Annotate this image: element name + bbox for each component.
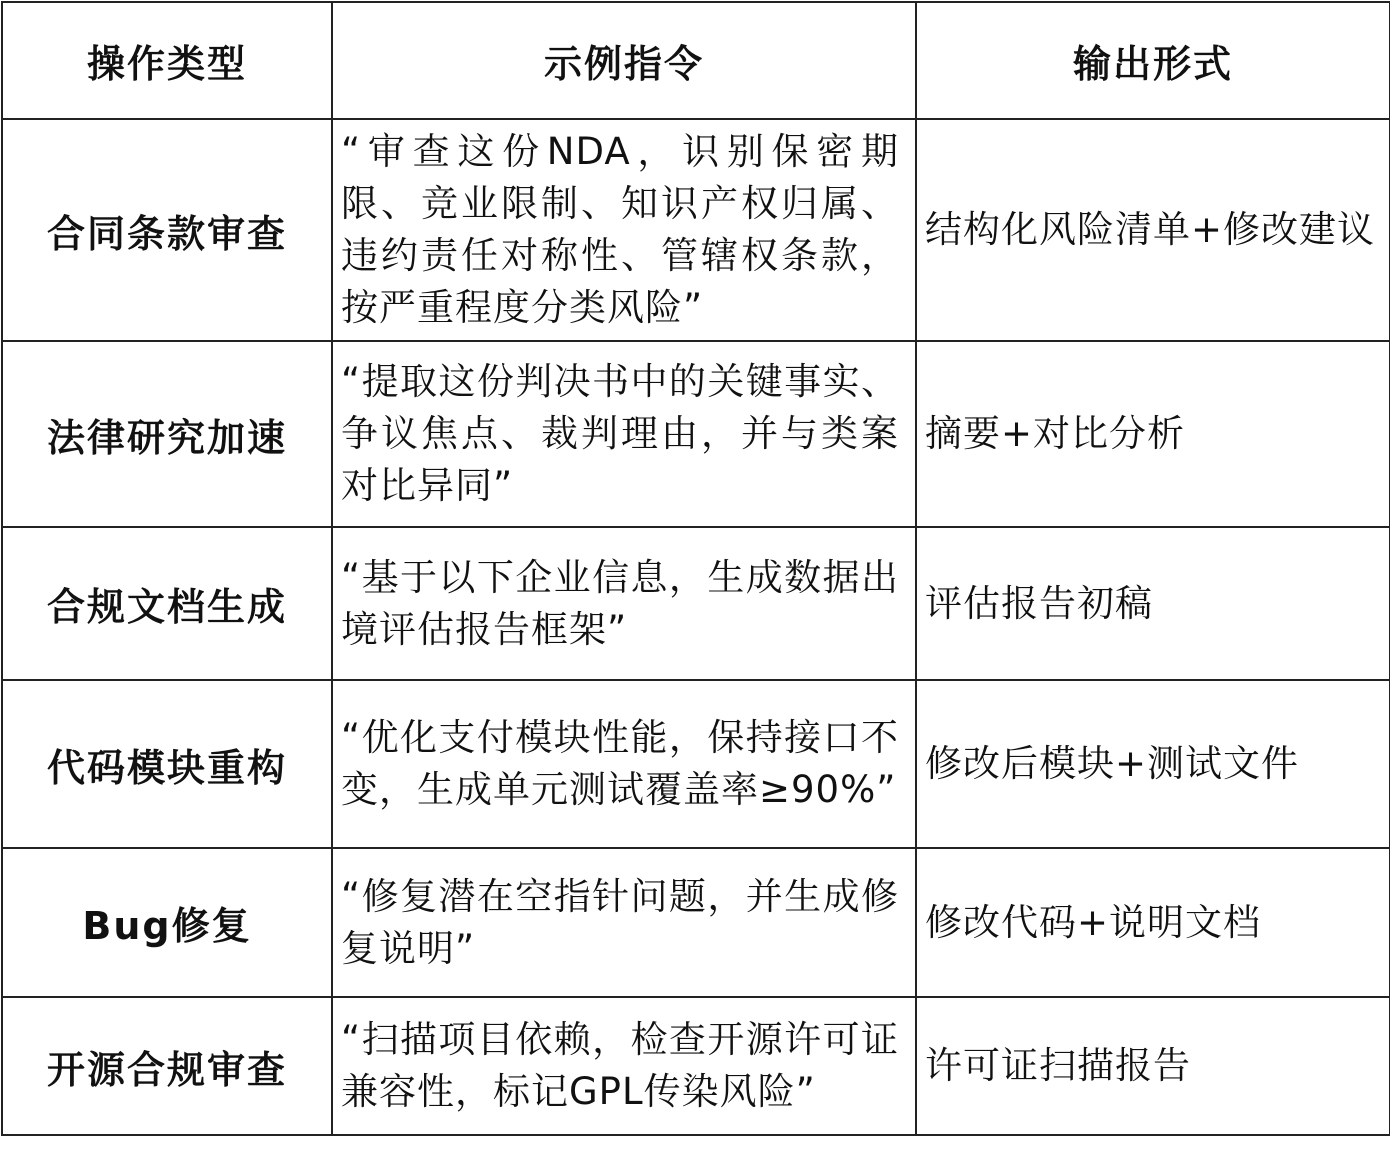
header-operation-type: 操作类型	[2, 2, 332, 119]
example-instruction-cell: “提取这份判决书中的关键事实、争议焦点、裁判理由，并与类案对比异同”	[332, 341, 916, 527]
operation-type-cell: 代码模块重构	[2, 680, 332, 848]
table-row	[2, 848, 1390, 997]
output-format-cell: 修改代码+说明文档	[916, 848, 1390, 997]
header-example-instruction: 示例指令	[332, 2, 916, 119]
example-instruction-cell: “审查这份NDA，识别保密期限、竞业限制、知识产权归属、违约责任对称性、管辖权条款，按严重程度分类风险”	[332, 119, 916, 341]
operation-type-cell: 开源合规审查	[2, 997, 332, 1135]
header-output-format: 输出形式	[916, 2, 1390, 119]
operation-type-cell: Bug修复	[2, 848, 332, 997]
header-row	[2, 2, 1390, 119]
example-instruction-cell: “修复潜在空指针问题，并生成修复说明”	[332, 848, 916, 997]
output-format-cell: 修改后模块+测试文件	[916, 680, 1390, 848]
output-format-cell: 评估报告初稿	[916, 527, 1390, 680]
operation-type-cell: 法律研究加速	[2, 341, 332, 527]
example-instruction-cell: “基于以下企业信息，生成数据出境评估报告框架”	[332, 527, 916, 680]
output-format-cell: 摘要+对比分析	[916, 341, 1390, 527]
table-row	[2, 997, 1390, 1135]
example-instruction-cell: “扫描项目依赖，检查开源许可证兼容性，标记GPL传染风险”	[332, 997, 916, 1135]
operations-table	[1, 1, 1390, 1136]
output-format-cell: 许可证扫描报告	[916, 997, 1390, 1135]
output-format-cell: 结构化风险清单+修改建议	[916, 119, 1390, 341]
table-row	[2, 527, 1390, 680]
table-row	[2, 341, 1390, 527]
operation-type-cell: 合同条款审查	[2, 119, 332, 341]
operation-type-cell: 合规文档生成	[2, 527, 332, 680]
table-row	[2, 119, 1390, 341]
example-instruction-cell: “优化支付模块性能，保持接口不变，生成单元测试覆盖率≥90%”	[332, 680, 916, 848]
table-row	[2, 680, 1390, 848]
